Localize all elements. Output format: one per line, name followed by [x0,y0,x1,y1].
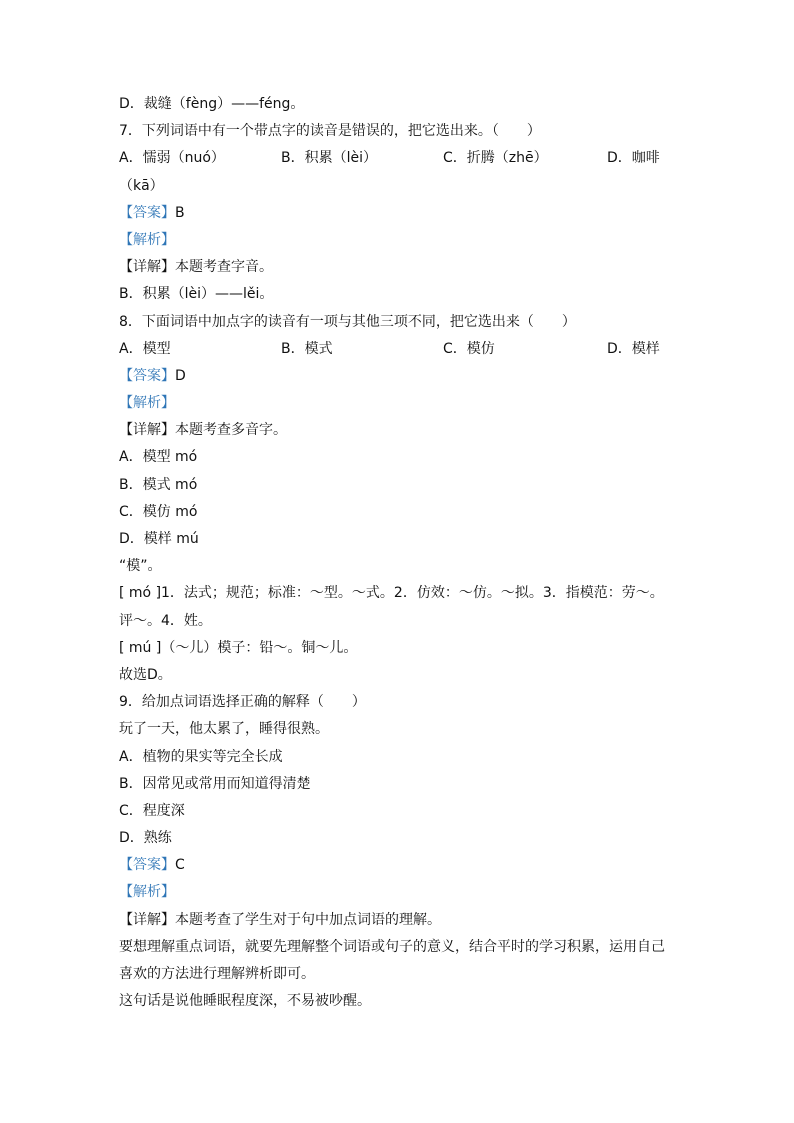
q8-mu-definition: [ mú ]（～儿）模子：铅～。铜～儿。 [119,639,358,656]
q9-option-b: B．因常见或常用而知道得清楚 [119,775,311,792]
q7-answer [119,200,679,227]
q9-analysis-heading [119,879,679,906]
q8-detail-c: C．模仿 mó [119,503,198,520]
answer-value: B [175,204,185,221]
q9-option-c: C．程度深 [119,802,185,819]
q8-option-b: B．模式 [281,340,333,357]
q7-detail-b: B．积累（lèi）——lěi。 [119,286,274,303]
answer-value: C [175,857,185,874]
q9-explanation-1: 要想理解重点词语，就要先理解整个词语或句子的意义，结合平时的学习积累，运用自己 [119,938,665,955]
q7-detail: 【详解】本题考查字音。 [119,259,273,276]
q8-option-d: D．模样 [607,340,660,357]
answer-tag: 【答案】 [119,857,175,874]
q9-detail: 【详解】本题考查了学生对于句中加点词语的理解。 [119,911,441,928]
q8-detail: 【详解】本题考查多音字。 [119,422,287,439]
q7-stem: 7．下列词语中有一个带点字的读音是错误的，把它选出来。（ ） [119,123,541,140]
q8-options [119,336,679,363]
q8-option-c: C．模仿 [443,340,495,357]
analysis-tag: 【解析】 [119,884,175,901]
q9-stem: 9．给加点词语选择正确的解释（ ） [119,694,366,711]
q8-detail-b: B．模式 mó [119,476,198,493]
q7-option-b: B．积累（lèi） [281,150,377,167]
answer-value: D [175,367,186,384]
analysis-tag: 【解析】 [119,395,175,412]
analysis-tag: 【解析】 [119,231,175,248]
q8-detail-a: A．模型 mó [119,449,198,466]
q8-mo-definition: [ mó ]1．法式；规范；标准：～型。～式。2．仿效：～仿。～拟。3．指模范：劳～。 [119,585,664,602]
q7-option-d-continued: （kā） [119,177,164,194]
q9-option-d: D．熟练 [119,830,172,847]
q7-option-d: D．咖啡 [607,150,660,167]
document-content [119,91,679,1015]
q9-answer [119,852,679,879]
q8-detail-d: D．模样 mú [119,531,199,547]
q6-option-d: D．裁缝（fèng）——féng。 [119,96,305,112]
q8-char-heading: “模”。 [119,558,162,575]
q9-explanation-2: 喜欢的方法进行理解辨析即可。 [119,966,315,982]
q8-mo-definition-continued: 评～。4．姓。 [119,612,212,629]
answer-tag: 【答案】 [119,367,175,384]
q8-stem: 8．下面词语中加点字的读音有一项与其他三项不同，把它选出来（ ） [119,313,576,330]
answer-tag: 【答案】 [119,204,175,221]
q7-option-c: C．折腾（zhē） [443,150,548,167]
q7-analysis-heading [119,227,679,254]
q9-explanation-3: 这句话是说他睡眠程度深，不易被吵醒。 [119,993,371,1010]
q9-option-a: A．植物的果实等完全长成 [119,748,283,765]
q9-sentence: 玩了一天，他太累了，睡得很熟。 [119,721,329,738]
q8-analysis-heading [119,390,679,417]
q8-option-a: A．模型 [119,340,171,357]
q8-answer [119,363,679,390]
q8-conclusion: 故选D。 [119,666,172,683]
q7-option-a: A．懦弱（nuó） [119,150,225,167]
q7-options [119,145,679,172]
